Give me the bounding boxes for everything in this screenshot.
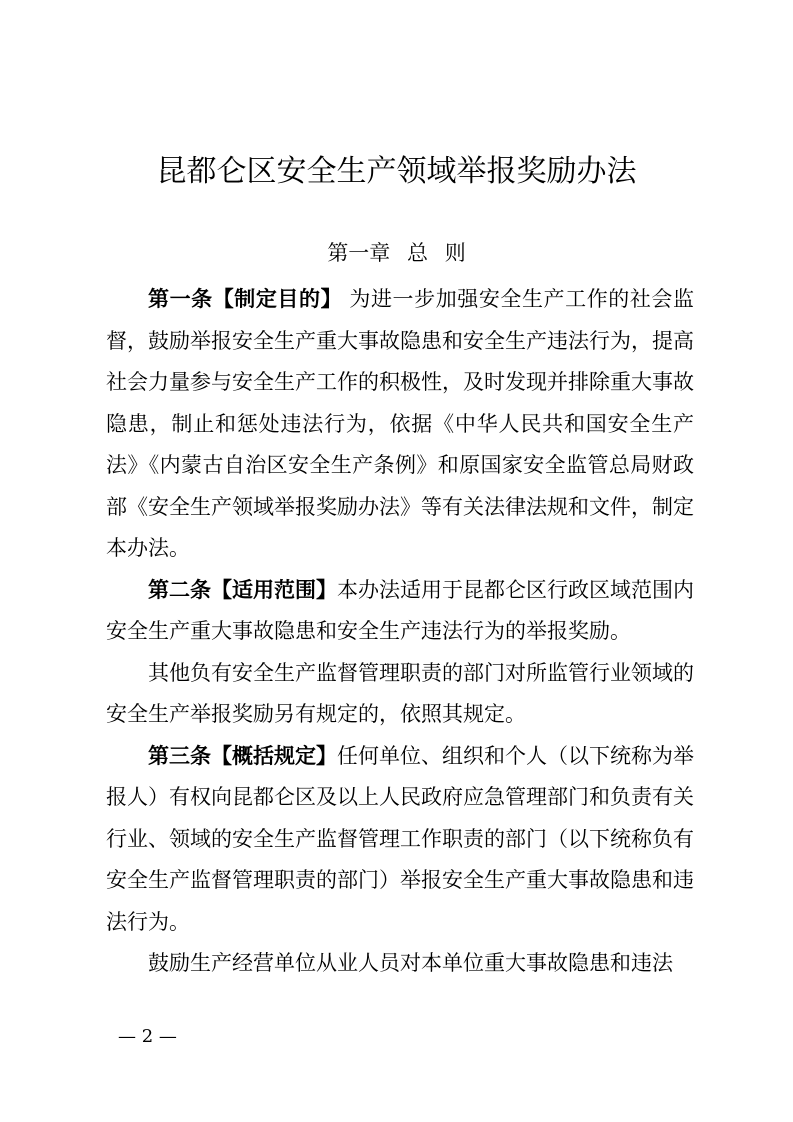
article-3-text: 任何单位、组织和个人（以下统称为举报人）有权向昆都仑区及以上人民政府应急管理部门和负责有关行业、领域的安全生产监督管理工作职责的部门（以下统称负有安全生产监督管理职责的部门）举报安全生产重大事故隐患和违法行为。 — [106, 743, 694, 934]
article-3-paragraph — [106, 736, 694, 944]
article-3-heading: 第三条【概括规定】 — [148, 743, 337, 768]
article-2-sub-paragraph — [106, 653, 694, 736]
article-2-sub-text: 其他负有安全生产监督管理职责的部门对所监管行业领域的安全生产举报奖励另有规定的，依照其规定。 — [106, 660, 694, 726]
chapter-name-part-1: 总 — [407, 241, 428, 265]
article-2-text: 本办法适用于昆都仑区行政区域范围内安全生产重大事故隐患和安全生产违法行为的举报奖励。 — [106, 577, 694, 643]
article-3-sub-text: 鼓励生产经营单位从业人员对本单位重大事故隐患和违法 — [148, 951, 673, 975]
chapter-heading — [0, 238, 793, 268]
page-number: — 2 — — [118, 1026, 177, 1047]
article-1-text: 为进一步加强安全生产工作的社会监督，鼓励举报安全生产重大事故隐患和安全生产违法行为，提高社会力量参与安全生产工作的积极性，及时发现并排除重大事故隐患，制止和惩处违法行为，依据《中华人民共和国安全生产法》《内蒙古自治区安全生产条例》和原国家安全监管总局财政部《安全生产领域举报奖励办法》等有关法律法规和文件，制定本办法。 — [106, 287, 694, 560]
article-3-sub-paragraph — [106, 943, 694, 985]
document-body — [106, 279, 694, 985]
chapter-name-part-2: 则 — [444, 241, 466, 265]
article-1-heading: 第一条【制定目的】 — [148, 287, 343, 311]
article-1-paragraph — [106, 279, 694, 570]
document-title: 昆都仑区安全生产领域举报奖励办法 — [156, 154, 637, 189]
article-2-heading: 第二条【适用范围】 — [148, 577, 337, 602]
article-2-paragraph — [106, 570, 694, 653]
chapter-number: 第一章 — [327, 241, 391, 265]
